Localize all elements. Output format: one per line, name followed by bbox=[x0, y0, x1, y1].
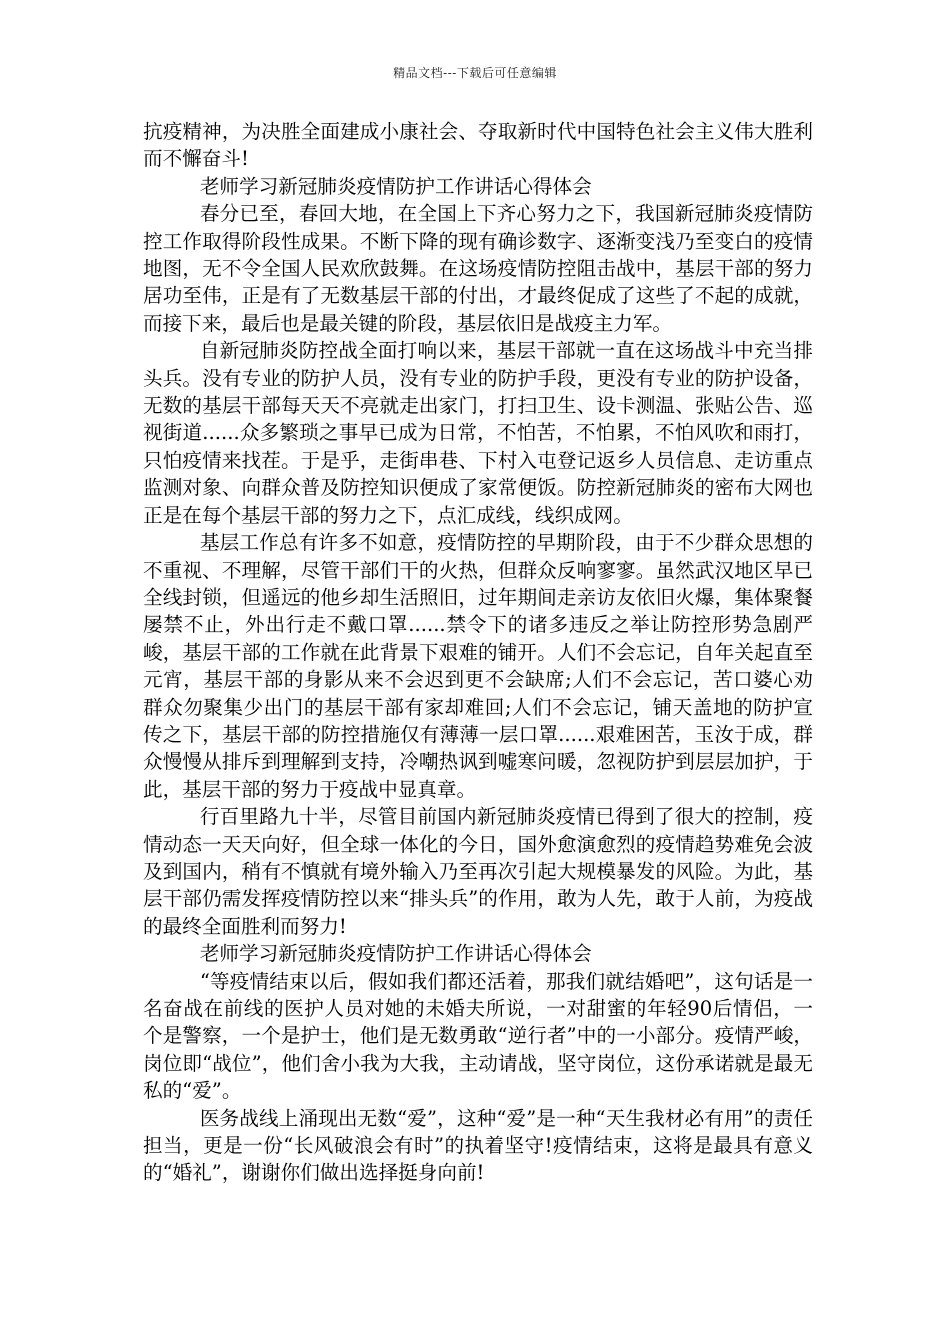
document-body bbox=[143, 118, 813, 1187]
paragraph: 医务战线上涌现出无数“爱”，这种“爱”是一种“天生我材必有用”的责任担当，更是一份“长风破浪会有时”的执着坚守!疫情结束，这将是最具有意义的“婚礼”，谢谢你们做出选择挺身向前! bbox=[143, 1106, 813, 1185]
paragraph: “等疫情结束以后，假如我们都还活着，那我们就结婚吧”，这句话是一名奋战在前线的医护人员对她的未婚夫所说，一对甜蜜的年轻90后情侣，一个是警察，一个是护士，他们是无数勇敢“逆行者”中的一小部分。疫情严峻，岗位即“战位”，他们舍小我为大我，主动请战，坚守岗位，这份承诺就是最无私的“爱”。 bbox=[143, 969, 813, 1103]
paragraph: 行百里路九十半，尽管目前国内新冠肺炎疫情已得到了很大的控制，疫情动态一天天向好，但全球一体化的今日，国外愈演愈烈的疫情趋势难免会波及到国内，稍有不慎就有境外输入乃至再次引起大规模暴发的风险。为此，基层干部仍需发挥疫情防控以来“排头兵”的作用，敢为人先，敢于人前，为疫战的最终全面胜利而努力! bbox=[143, 805, 813, 938]
section-title: 老师学习新冠肺炎疫情防护工作讲话心得体会 bbox=[199, 174, 592, 198]
page-header: 精品文档---下载后可任意编辑 bbox=[393, 66, 557, 80]
section-title: 老师学习新冠肺炎疫情防护工作讲话心得体会 bbox=[199, 942, 592, 966]
paragraph: 春分已至，春回大地，在全国上下齐心努力之下，我国新冠肺炎疫情防控工作取得阶段性成果。不断下降的现有确诊数字、逐渐变浅乃至变白的疫情地图，无不令全国人民欢欣鼓舞。在这场疫情防控阻击战中，基层干部的努力居功至伟，正是有了无数基层干部的付出，才最终促成了这些了不起的成就，而接下来，最后也是最关键的阶段，基层依旧是战疫主力军。 bbox=[143, 202, 813, 335]
paragraph: 自新冠肺炎防控战全面打响以来，基层干部就一直在这场战斗中充当排头兵。没有专业的防护人员，没有专业的防护手段，更没有专业的防护设备，无数的基层干部每天天不亮就走出家门，打扫卫生、设卡测温、张贴公告、巡视街道......众多繁琐之事早已成为日常，不怕苦，不怕累，不怕风吹和雨打，只怕疫情来找茬。于是乎，走街串巷、下村入屯登记返乡人员信息、走访重点监测对象、向群众普及防控知识便成了家常便饭。防控新冠肺炎的密布大网也正是在每个基层干部的努力之下，点汇成线，线织成网。 bbox=[143, 339, 813, 527]
paragraph: 基层工作总有许多不如意，疫情防控的早期阶段，由于不少群众思想的不重视、不理解，尽管干部们干的火热，但群众反响寥寥。虽然武汉地区早已全线封锁，但遥远的他乡却生活照旧，过年期间走亲访友依旧火爆，集体聚餐屡禁不止，外出行走不戴口罩......禁令下的诸多违反之举让防控形势急剧严峻，基层干部的工作就在此背景下艰难的铺开。人们不会忘记，自年关起直至元宵，基层干部的身影从来不会迟到更不会缺席;人们不会忘记，苦口婆心劝群众勿聚集少出门的基层干部有家却难回;人们不会忘记，铺天盖地的防护宣传之下，基层干部的防控措施仅有薄薄一层口罩......艰难困苦，玉汝于成，群众慢慢从排斥到理解到支持，冷嘲热讽到嘘寒问暖，忽视防护到层层加护，于此，基层干部的努力于疫战中显真章。 bbox=[143, 531, 813, 801]
paragraph-continuation: 抗疫精神，为决胜全面建成小康社会、夺取新时代中国特色社会主义伟大胜利而不懈奋斗! bbox=[143, 120, 813, 171]
